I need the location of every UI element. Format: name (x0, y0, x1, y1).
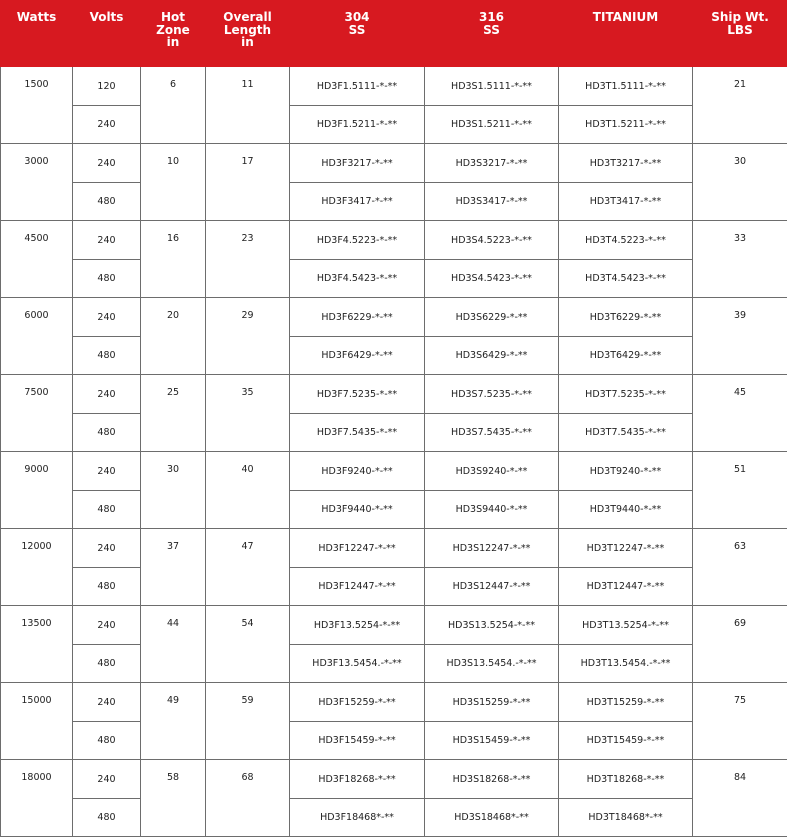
volts-cell: 480 (73, 260, 141, 298)
volts-cell: 240 (73, 221, 141, 260)
titanium-part-cell: HD3T3417-*-** (559, 183, 693, 221)
overall-length-header: Overall Length in (206, 1, 290, 67)
table-row (1, 722, 787, 760)
hot-zone-cell: 20 (141, 298, 206, 375)
table-row (1, 799, 787, 837)
titanium-part-cell: HD3T9440-*-** (559, 491, 693, 529)
table-row (1, 260, 787, 298)
titanium-part-cell: HD3T15459-*-** (559, 722, 693, 760)
ss316-part-cell: HD3S9440-*-** (425, 491, 559, 529)
ss316-part-cell: HD3S12247-*-** (425, 529, 559, 568)
ss304-part-cell: HD3F7.5435-*-** (290, 414, 425, 452)
overall-length-cell: 54 (206, 606, 290, 683)
watts-cell: 12000 (1, 529, 73, 606)
ship-weight-cell: 45 (693, 375, 787, 452)
ss316-part-cell: HD3S13.5254-*-** (425, 606, 559, 645)
ship-weight-cell: 51 (693, 452, 787, 529)
ss316-part-cell: HD3S4.5423-*-** (425, 260, 559, 298)
table-row (1, 106, 787, 144)
ss316-part-cell: HD3S15459-*-** (425, 722, 559, 760)
titanium-part-cell: HD3T13.5454.-*-** (559, 645, 693, 683)
hot-zone-cell: 25 (141, 375, 206, 452)
titanium-part-cell: HD3T4.5423-*-** (559, 260, 693, 298)
ss316-part-cell: HD3S1.5111-*-** (425, 67, 559, 106)
ship-weight-cell: 39 (693, 298, 787, 375)
titanium-part-cell: HD3T18268-*-** (559, 760, 693, 799)
overall-length-cell: 35 (206, 375, 290, 452)
volts-cell: 240 (73, 144, 141, 183)
overall-length-cell: 40 (206, 452, 290, 529)
hot-zone-cell: 37 (141, 529, 206, 606)
table-row (1, 414, 787, 452)
table-row (1, 760, 787, 799)
ss304-part-cell: HD3F13.5454.-*-** (290, 645, 425, 683)
ss316-part-cell: HD3S1.5211-*-** (425, 106, 559, 144)
hot-zone-cell: 10 (141, 144, 206, 221)
ss316-part-cell: HD3S12447-*-** (425, 568, 559, 606)
volts-cell: 480 (73, 414, 141, 452)
volts-cell: 480 (73, 568, 141, 606)
watts-cell: 13500 (1, 606, 73, 683)
table-row (1, 375, 787, 414)
ss304-part-cell: HD3F6229-*-** (290, 298, 425, 337)
volts-cell: 480 (73, 645, 141, 683)
ss304-part-cell: HD3F15459-*-** (290, 722, 425, 760)
ship-weight-cell: 63 (693, 529, 787, 606)
ss316-part-cell: HD3S13.5454.-*-** (425, 645, 559, 683)
table-row (1, 452, 787, 491)
ss304-part-cell: HD3F9240-*-** (290, 452, 425, 491)
watts-cell: 18000 (1, 760, 73, 837)
volts-cell: 240 (73, 375, 141, 414)
hot-zone-cell: 49 (141, 683, 206, 760)
titanium-part-cell: HD3T12447-*-** (559, 568, 693, 606)
ss316-part-cell: HD3S3417-*-** (425, 183, 559, 221)
ss316-part-cell: HD3S7.5435-*-** (425, 414, 559, 452)
volts-cell: 240 (73, 298, 141, 337)
volts-cell: 480 (73, 799, 141, 837)
volts-cell: 240 (73, 106, 141, 144)
volts-cell: 480 (73, 337, 141, 375)
volts-cell: 480 (73, 491, 141, 529)
titanium-part-cell: HD3T15259-*-** (559, 683, 693, 722)
ss316-part-cell: HD3S6429-*-** (425, 337, 559, 375)
ship-weight-header: Ship Wt. LBS (693, 1, 787, 67)
titanium-part-cell: HD3T9240-*-** (559, 452, 693, 491)
titanium-header: TITANIUM (559, 1, 693, 67)
volts-header: Volts (73, 1, 141, 67)
table-row (1, 568, 787, 606)
watts-cell: 4500 (1, 221, 73, 298)
ship-weight-cell: 84 (693, 760, 787, 837)
ss304-part-cell: HD3F13.5254-*-** (290, 606, 425, 645)
overall-length-cell: 68 (206, 760, 290, 837)
watts-cell: 1500 (1, 67, 73, 144)
volts-cell: 480 (73, 722, 141, 760)
table-row (1, 683, 787, 722)
table-body (1, 67, 787, 837)
ss304-part-cell: HD3F4.5223-*-** (290, 221, 425, 260)
ss316-header: 316 SS (425, 1, 559, 67)
header-row (1, 1, 787, 67)
ss304-part-cell: HD3F7.5235-*-** (290, 375, 425, 414)
overall-length-cell: 11 (206, 67, 290, 144)
hot-zone-cell: 44 (141, 606, 206, 683)
overall-length-cell: 23 (206, 221, 290, 298)
ss304-part-cell: HD3F18268-*-** (290, 760, 425, 799)
volts-cell: 240 (73, 529, 141, 568)
ss304-part-cell: HD3F3417-*-** (290, 183, 425, 221)
hot-zone-cell: 16 (141, 221, 206, 298)
ss304-part-cell: HD3F4.5423-*-** (290, 260, 425, 298)
ss316-part-cell: HD3S4.5223-*-** (425, 221, 559, 260)
hot-zone-cell: 30 (141, 452, 206, 529)
watts-cell: 3000 (1, 144, 73, 221)
ss316-part-cell: HD3S15259-*-** (425, 683, 559, 722)
volts-cell: 120 (73, 67, 141, 106)
titanium-part-cell: HD3T3217-*-** (559, 144, 693, 183)
titanium-part-cell: HD3T4.5223-*-** (559, 221, 693, 260)
watts-cell: 7500 (1, 375, 73, 452)
hot-zone-cell: 58 (141, 760, 206, 837)
titanium-part-cell: HD3T13.5254-*-** (559, 606, 693, 645)
overall-length-cell: 47 (206, 529, 290, 606)
titanium-part-cell: HD3T1.5111-*-** (559, 67, 693, 106)
ss316-part-cell: HD3S6229-*-** (425, 298, 559, 337)
ss316-part-cell: HD3S3217-*-** (425, 144, 559, 183)
watts-cell: 6000 (1, 298, 73, 375)
ss304-part-cell: HD3F18468*-** (290, 799, 425, 837)
titanium-part-cell: HD3T1.5211-*-** (559, 106, 693, 144)
table-row (1, 606, 787, 645)
ss304-part-cell: HD3F12447-*-** (290, 568, 425, 606)
table-row (1, 645, 787, 683)
table-row (1, 491, 787, 529)
ss304-part-cell: HD3F1.5111-*-** (290, 67, 425, 106)
titanium-part-cell: HD3T6429-*-** (559, 337, 693, 375)
watts-cell: 9000 (1, 452, 73, 529)
table-row (1, 144, 787, 183)
ship-weight-cell: 69 (693, 606, 787, 683)
table-row (1, 67, 787, 106)
ship-weight-cell: 30 (693, 144, 787, 221)
ship-weight-cell: 33 (693, 221, 787, 298)
watts-cell: 15000 (1, 683, 73, 760)
ship-weight-cell: 21 (693, 67, 787, 144)
ss304-part-cell: HD3F15259-*-** (290, 683, 425, 722)
volts-cell: 480 (73, 183, 141, 221)
table-row (1, 529, 787, 568)
table-row (1, 337, 787, 375)
ship-weight-cell: 75 (693, 683, 787, 760)
ss304-part-cell: HD3F12247-*-** (290, 529, 425, 568)
ss316-part-cell: HD3S18468*-** (425, 799, 559, 837)
volts-cell: 240 (73, 452, 141, 491)
table-row (1, 221, 787, 260)
overall-length-cell: 29 (206, 298, 290, 375)
volts-cell: 240 (73, 760, 141, 799)
watts-header: Watts (1, 1, 73, 67)
titanium-part-cell: HD3T18468*-** (559, 799, 693, 837)
volts-cell: 240 (73, 606, 141, 645)
ss316-part-cell: HD3S9240-*-** (425, 452, 559, 491)
titanium-part-cell: HD3T7.5435-*-** (559, 414, 693, 452)
titanium-part-cell: HD3T7.5235-*-** (559, 375, 693, 414)
ss304-part-cell: HD3F1.5211-*-** (290, 106, 425, 144)
ss304-header: 304 SS (290, 1, 425, 67)
overall-length-cell: 59 (206, 683, 290, 760)
volts-cell: 240 (73, 683, 141, 722)
ss316-part-cell: HD3S7.5235-*-** (425, 375, 559, 414)
titanium-part-cell: HD3T6229-*-** (559, 298, 693, 337)
ss304-part-cell: HD3F3217-*-** (290, 144, 425, 183)
ss304-part-cell: HD3F9440-*-** (290, 491, 425, 529)
hot-zone-cell: 6 (141, 67, 206, 144)
table-row (1, 298, 787, 337)
titanium-part-cell: HD3T12247-*-** (559, 529, 693, 568)
overall-length-cell: 17 (206, 144, 290, 221)
hot-zone-header: Hot Zone in (141, 1, 206, 67)
ss316-part-cell: HD3S18268-*-** (425, 760, 559, 799)
ss304-part-cell: HD3F6429-*-** (290, 337, 425, 375)
table-row (1, 183, 787, 221)
